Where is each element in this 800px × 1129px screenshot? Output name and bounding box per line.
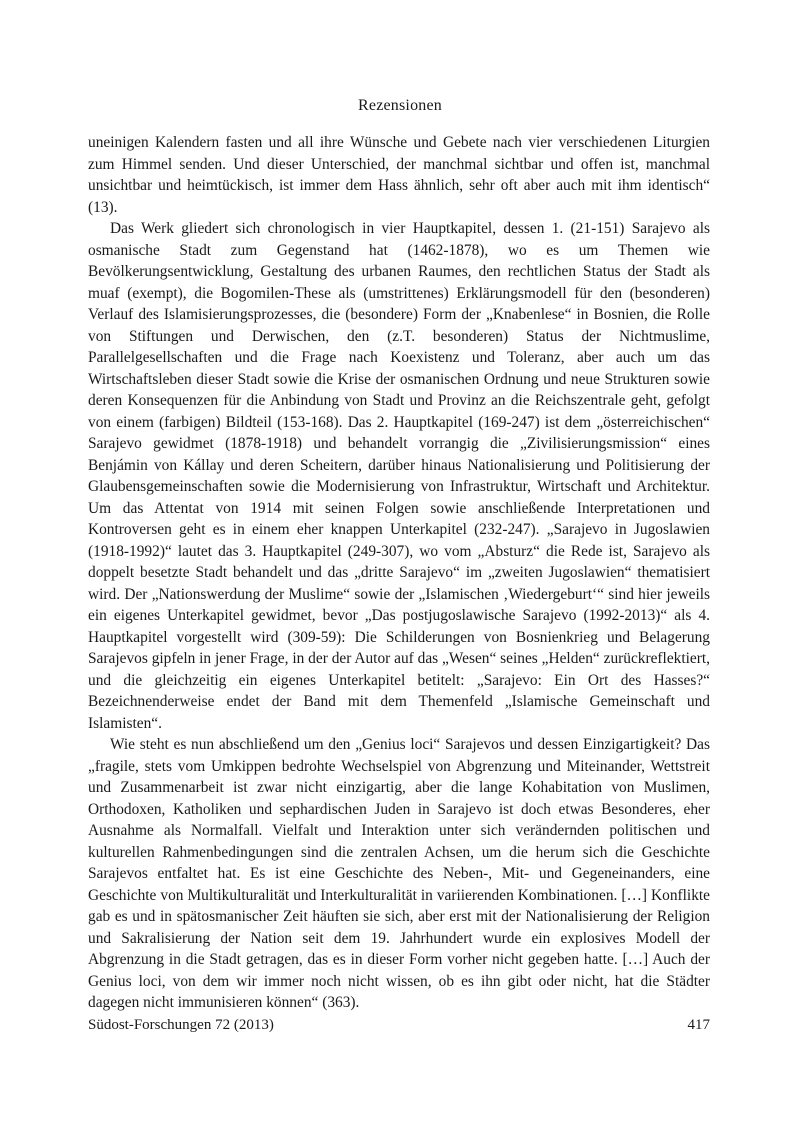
body-text — [88, 132, 710, 1014]
running-header: Rezensionen — [358, 97, 442, 114]
paragraph-conclusion: Wie steht es nun abschließend um den „Genius loci“ Sarajevos und dessen Einzigartigkeit? Das „fragile, stets vom Umkippen bedrohte Wechselspiel von Abgrenzung und Miteinander, Wettstreit und Zusammenarbeit ist zwar nicht einzigartig, aber die lange Kohabitation von Muslimen, Orthodoxen, Katholiken und sephardischen Juden in Sarajevo ist doch etwas Besonderes, eher Ausnahme als Normalfall. Vielfalt und Interaktion unter sich verändernden politischen und kulturellen Rahmenbedingungen sind die zentralen Achsen, um die herum sich die Geschichte Sarajevos entfaltet hat. Es ist eine Geschichte des Neben-, Mit- und Gegeneinanders, eine Geschichte von Multikulturalität und Interkulturalität in variierenden Kombinationen. […] Konflikte gab es und in spätosmanischer Zeit häuften sie sich, aber erst mit der Nationalisierung der Religion und Sakralisierung der Nation seit dem 19. Jahrhundert wurde ein explosives Modell der Abgrenzung in die Stadt getragen, das es in dieser Form vorher nicht gegeben hatte. […] Auch der Genius loci, von dem wir immer noch nicht wissen, ob es ihn gibt oder nicht, hat die Städter dagegen nicht immunisieren können“ (363). — [88, 736, 710, 1011]
journal-citation: Südost-Forschungen 72 (2013) — [88, 1017, 274, 1033]
paragraph-continuation: uneinigen Kalendern fasten und all ihre Wünsche und Gebete nach vier verschiedenen Liturgien zum Himmel senden. Und dieser Unterschied, der manchmal sichtbar und offen ist, manchmal unsichtbar und heimtückisch, ist immer dem Hass ähnlich, sehr oft aber auch mit ihm identisch“ (13). — [88, 134, 710, 216]
page-number: 417 — [687, 1017, 710, 1033]
paragraph-structure: Das Werk gliedert sich chronologisch in vier Hauptkapitel, dessen 1. (21-151) Sarajevo als osmanische Stadt zum Gegenstand hat (1462-1878), wo es um Themen wie Bevölkerungsentwicklung, Gestaltung des urbanen Raumes, den rechtlichen Status der Stadt als muaf (exempt), die Bogomilen-These als (umstrittenes) Erklärungsmodell für den (besonderen) Verlauf des Islamisierungsprozesses, die (besondere) Form der „Knabenlese“ in Bosnien, die Rolle von Stiftungen und Derwischen, den (z.T. besonderen) Status der Nichtmuslime, Parallelgesellschaften und die Frage nach Koexistenz und Toleranz, aber auch um das Wirtschaftsleben dieser Stadt sowie die Krise der osmanischen Ordnung und neue Strukturen sowie deren Konsequenzen für die Anbindung von Stadt und Provinz an die Reichszentrale geht, gefolgt von einem (farbigen) Bildteil (153-168). Das 2. Hauptkapitel (169-247) ist dem „österreichischen“ Sarajevo gewidmet (1878-1918) und behandelt vorrangig die „Zivilisierungsmission“ eines Benjámin von Kállay und deren Scheitern, darüber hinaus Nationalisierung und Politisierung der Glaubensgemeinschaften sowie die Modernisierung von Infrastruktur, Wirtschaft und Architektur. Um das Attentat von 1914 mit seinen Folgen sowie anschließende Interpretationen und Kontroversen geht es in einem eher knappen Unterkapitel (232-247). „Sarajevo in Jugoslawien (1918-1992)“ lautet das 3. Hauptkapitel (249-307), wo vom „Absturz“ die Rede ist, Sarajevo als doppelt besetzte Stadt behandelt und das „dritte Sarajevo“ im „zweiten Jugoslawien“ thematisiert wird. Der „Nationswerdung der Muslime“ sowie der „Islamischen ‚Wiedergeburt‘“ sind hier jeweils ein eigenes Unterkapitel gewidmet, bevor „Das postjugoslawische Sarajevo (1992-2013)“ als 4. Hauptkapitel vorgestellt wird (309-59): Die Schilderungen von Bosnienkrieg und Belagerung Sarajevos gipfeln in jener Frage, in der der Autor auf das „Wesen“ seines „Helden“ zurückreflektiert, und die gleichzeitig ein eigenes Unterkapitel betitelt: „Sarajevo: Ein Ort des Hasses?“ Bezeichnenderweise endet der Band mit dem Themenfeld „Islamische Gemeinschaft und Islamisten“. — [88, 220, 710, 732]
page-footer — [88, 1017, 710, 1034]
